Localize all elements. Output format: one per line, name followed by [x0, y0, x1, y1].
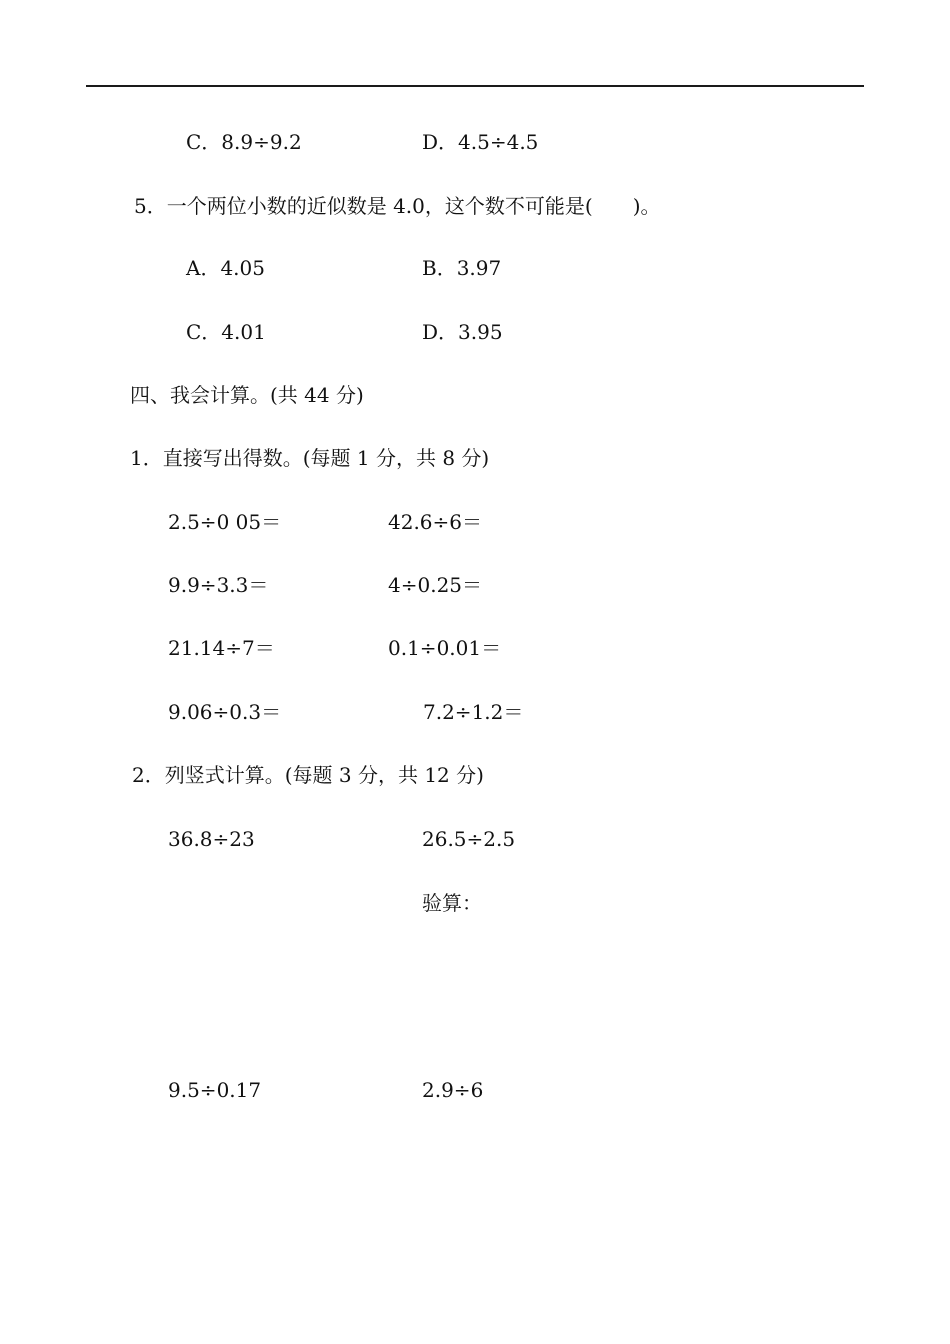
q5-option-c: C．4.01 — [186, 320, 266, 344]
q4-option-c: C．8.9÷9.2 — [186, 130, 302, 154]
check-label: 验算： — [422, 891, 482, 915]
oral-calc-item: 7.2÷1.2＝ — [423, 700, 524, 724]
vertical-calc-item: 36.8÷23 — [168, 827, 255, 851]
oral-calc-item: 0.1÷0.01＝ — [388, 636, 502, 660]
part1-heading: 1．直接写出得数。(每题 1 分，共 8 分) — [130, 446, 490, 470]
section-heading: 四、我会计算。(共 44 分) — [130, 383, 364, 407]
oral-calc-item: 42.6÷6＝ — [388, 510, 483, 534]
q5-option-b: B．3.97 — [422, 256, 502, 280]
q5-option-a: A．4.05 — [186, 256, 265, 280]
oral-calc-item: 9.06÷0.3＝ — [168, 700, 282, 724]
vertical-calc-item: 2.9÷6 — [422, 1078, 484, 1102]
q5-option-d: D．3.95 — [422, 320, 503, 344]
q5-stem: 5．一个两位小数的近似数是 4.0，这个数不可能是( )。 — [134, 194, 661, 218]
part2-heading: 2．列竖式计算。(每题 3 分，共 12 分) — [132, 763, 484, 787]
vertical-calc-item: 9.5÷0.17 — [168, 1078, 262, 1102]
oral-calc-item: 4÷0.25＝ — [388, 573, 483, 597]
header-rule — [86, 85, 864, 87]
vertical-calc-item: 26.5÷2.5 — [422, 827, 516, 851]
oral-calc-item: 2.5÷0 05＝ — [168, 510, 282, 534]
oral-calc-item: 9.9÷3.3＝ — [168, 573, 269, 597]
oral-calc-item: 21.14÷7＝ — [168, 636, 275, 660]
q4-option-d: D．4.5÷4.5 — [422, 130, 539, 154]
